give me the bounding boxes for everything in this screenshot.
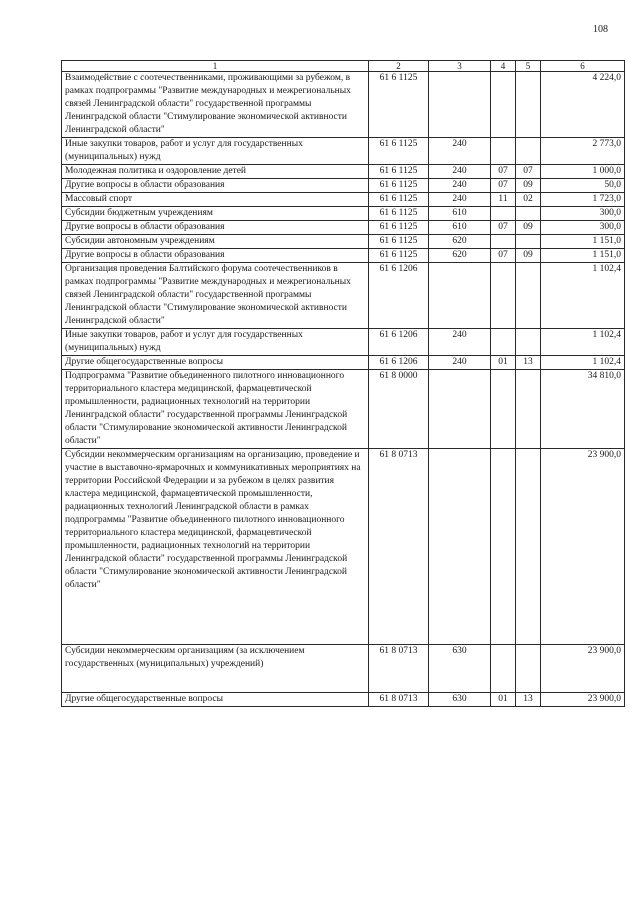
table-row [62, 207, 625, 221]
column-header: 2 [369, 61, 429, 72]
expense-type [429, 370, 491, 449]
item-name: Субсидии бюджетным учреждениям [62, 207, 369, 221]
item-name: Организация проведения Балтийского форума соотечественников в рамках подпрограммы "Развитие международных и межрегиональных связей Ленинградской области" государственной программы Ленинградской области "Стимулирование экономической активности Ленинградской области" [62, 263, 369, 329]
amount: 1 151,0 [541, 249, 625, 263]
amount: 50,0 [541, 179, 625, 193]
subsection: 09 [516, 221, 541, 235]
section [491, 235, 516, 249]
amount: 23 900,0 [541, 449, 625, 645]
target-code: 61 6 1206 [369, 356, 429, 370]
amount: 23 900,0 [541, 645, 625, 693]
table-row [62, 165, 625, 179]
subsection: 13 [516, 693, 541, 707]
expense-type: 240 [429, 329, 491, 356]
item-name: Субсидии некоммерческим организациям (за исключением государственных (муниципальных) учреждений) [62, 645, 369, 693]
subsection [516, 72, 541, 138]
amount: 4 224,0 [541, 72, 625, 138]
expense-type: 630 [429, 693, 491, 707]
item-name: Субсидии некоммерческим организациям на организацию, проведение и участие в выставочно-ярмарочных и коммуникативных мероприятиях на территории Российской Федерации и за рубежом в целях развития кластера медицинской, фармацевтической промышленности, радиационных технологий Ленинградской области в рамках подпрограммы "Развитие объединенного пилотного инновационного территориального кластера медицинской, фармацевтической промышленности, радиационных технологий на территории Ленинградской области" государственной программы Ленинградской области "Стимулирование экономической активности Ленинградской области" [62, 449, 369, 645]
section [491, 263, 516, 329]
table-row [62, 449, 625, 645]
target-code: 61 6 1125 [369, 179, 429, 193]
item-name: Другие вопросы в области образования [62, 249, 369, 263]
expense-type: 240 [429, 356, 491, 370]
target-code: 61 8 0000 [369, 370, 429, 449]
target-code: 61 6 1206 [369, 329, 429, 356]
table-row [62, 693, 625, 707]
target-code: 61 6 1125 [369, 165, 429, 179]
item-name: Субсидии автономным учреждениям [62, 235, 369, 249]
item-name: Массовый спорт [62, 193, 369, 207]
table-row [62, 263, 625, 329]
expense-type: 620 [429, 249, 491, 263]
item-name: Иные закупки товаров, работ и услуг для государственных (муниципальных) нужд [62, 138, 369, 165]
section: 11 [491, 193, 516, 207]
expense-type [429, 449, 491, 645]
column-number-row [62, 61, 625, 72]
subsection: 02 [516, 193, 541, 207]
amount: 2 773,0 [541, 138, 625, 165]
expense-type [429, 263, 491, 329]
column-header: 1 [62, 61, 369, 72]
subsection: 13 [516, 356, 541, 370]
section [491, 645, 516, 693]
subsection: 07 [516, 165, 541, 179]
expense-type: 240 [429, 193, 491, 207]
target-code: 61 6 1125 [369, 193, 429, 207]
section: 01 [491, 356, 516, 370]
expense-type: 610 [429, 221, 491, 235]
table-row [62, 221, 625, 235]
subsection [516, 138, 541, 165]
page-number: 108 [593, 24, 608, 35]
section [491, 449, 516, 645]
expense-type: 610 [429, 207, 491, 221]
target-code: 61 8 0713 [369, 693, 429, 707]
budget-table [61, 60, 625, 707]
target-code: 61 6 1125 [369, 207, 429, 221]
subsection [516, 449, 541, 645]
section [491, 138, 516, 165]
table-row [62, 179, 625, 193]
table-row [62, 193, 625, 207]
expense-type: 620 [429, 235, 491, 249]
section [491, 329, 516, 356]
amount: 1 151,0 [541, 235, 625, 249]
section: 07 [491, 179, 516, 193]
amount: 1 723,0 [541, 193, 625, 207]
section: 01 [491, 693, 516, 707]
column-header: 3 [429, 61, 491, 72]
target-code: 61 6 1125 [369, 221, 429, 235]
subsection: 09 [516, 179, 541, 193]
column-header: 6 [541, 61, 625, 72]
table-row [62, 138, 625, 165]
item-name: Подпрограмма "Развитие объединенного пилотного инновационного территориального кластера медицинской, фармацевтической промышленности, радиационных технологий на территории Ленинградской области" государственной программы Ленинградской области "Стимулирование экономической активности Ленинградской области" [62, 370, 369, 449]
subsection [516, 645, 541, 693]
amount: 1 102,4 [541, 329, 625, 356]
amount: 300,0 [541, 207, 625, 221]
section: 07 [491, 165, 516, 179]
section [491, 72, 516, 138]
amount: 1 102,4 [541, 263, 625, 329]
subsection [516, 263, 541, 329]
item-name: Взаимодействие с соотечественниками, проживающими за рубежом, в рамках подпрограммы "Развитие международных и межрегиональных связей Ленинградской области" государственной программы Ленинградской области "Стимулирование экономической активности Ленинградской области" [62, 72, 369, 138]
amount: 1 000,0 [541, 165, 625, 179]
amount: 34 810,0 [541, 370, 625, 449]
section: 07 [491, 249, 516, 263]
section [491, 207, 516, 221]
target-code: 61 6 1125 [369, 249, 429, 263]
target-code: 61 6 1125 [369, 138, 429, 165]
amount: 1 102,4 [541, 356, 625, 370]
item-name: Другие общегосударственные вопросы [62, 693, 369, 707]
amount: 300,0 [541, 221, 625, 235]
item-name: Молодежная политика и оздоровление детей [62, 165, 369, 179]
amount: 23 900,0 [541, 693, 625, 707]
table-row [62, 72, 625, 138]
table-row [62, 356, 625, 370]
subsection: 09 [516, 249, 541, 263]
target-code: 61 8 0713 [369, 449, 429, 645]
table-row [62, 370, 625, 449]
expense-type: 240 [429, 138, 491, 165]
section: 07 [491, 221, 516, 235]
target-code: 61 8 0713 [369, 645, 429, 693]
item-name: Иные закупки товаров, работ и услуг для государственных (муниципальных) нужд [62, 329, 369, 356]
item-name: Другие общегосударственные вопросы [62, 356, 369, 370]
table-row [62, 645, 625, 693]
section [491, 370, 516, 449]
subsection [516, 370, 541, 449]
table-row [62, 249, 625, 263]
item-name: Другие вопросы в области образования [62, 179, 369, 193]
column-header: 4 [491, 61, 516, 72]
expense-type: 630 [429, 645, 491, 693]
target-code: 61 6 1206 [369, 263, 429, 329]
item-name: Другие вопросы в области образования [62, 221, 369, 235]
table-row [62, 235, 625, 249]
table-row [62, 329, 625, 356]
expense-type: 240 [429, 179, 491, 193]
subsection [516, 329, 541, 356]
subsection [516, 235, 541, 249]
expense-type: 240 [429, 165, 491, 179]
target-code: 61 6 1125 [369, 235, 429, 249]
subsection [516, 207, 541, 221]
expense-type [429, 72, 491, 138]
column-header: 5 [516, 61, 541, 72]
target-code: 61 6 1125 [369, 72, 429, 138]
